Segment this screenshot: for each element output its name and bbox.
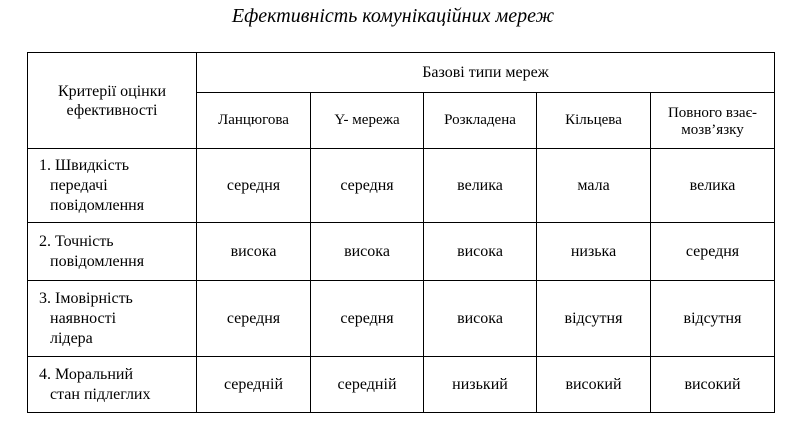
document-title: Ефективність комунікаційних мереж (231, 5, 555, 27)
table-row (28, 223, 775, 281)
table-cell: середня (311, 281, 424, 357)
column-header-line: мозв’язку (681, 121, 744, 138)
criteria-header-cell (28, 53, 197, 149)
criterion-cell (28, 281, 197, 357)
criterion-line: 3. Імовірність (39, 289, 133, 307)
column-header-y-network: Y- мережа (311, 93, 424, 149)
table-cell: висока (424, 281, 537, 357)
table-cell: велика (651, 149, 775, 223)
criterion-line: стан підлеглих (50, 385, 151, 403)
table-cell: висока (424, 223, 537, 281)
criterion-line: наявності (50, 309, 117, 327)
criteria-header-line: ефективності (66, 101, 158, 119)
table-cell: відсутня (651, 281, 775, 357)
column-header-chain: Ланцюгова (197, 93, 311, 149)
table-cell: відсутня (537, 281, 651, 357)
column-header-ring: Кільцева (537, 93, 651, 149)
column-header-full-interconnection (651, 93, 775, 149)
table-cell: середній (311, 357, 424, 413)
criterion-cell (28, 223, 197, 281)
table-cell: середня (311, 149, 424, 223)
header-row-group (28, 53, 775, 93)
table-row (28, 149, 775, 223)
criterion-cell (28, 149, 197, 223)
table-cell: середня (197, 281, 311, 357)
column-header-distributed: Розкладена (424, 93, 537, 149)
criterion-line: лідера (50, 329, 93, 347)
networks-table (27, 52, 775, 413)
criterion-line: повідомлення (50, 196, 145, 214)
table-row (28, 281, 775, 357)
table-cell: високий (651, 357, 775, 413)
table-cell: середня (197, 149, 311, 223)
table-cell: середня (651, 223, 775, 281)
criterion-line: 2. Точність (39, 232, 114, 250)
table-cell: висока (197, 223, 311, 281)
criterion-cell (28, 357, 197, 413)
criterion-line: 1. Швидкість (39, 156, 130, 174)
column-header-line: Повного взає- (667, 104, 758, 121)
table-cell: висока (311, 223, 424, 281)
table-row (28, 357, 775, 413)
table-cell: середній (197, 357, 311, 413)
criterion-line: повідомлення (50, 252, 145, 270)
network-types-header: Базові типи мереж (197, 53, 775, 93)
criterion-line: передачі (50, 176, 108, 194)
criterion-line: 4. Моральний (39, 365, 134, 383)
table-cell: низька (537, 223, 651, 281)
table-cell: велика (424, 149, 537, 223)
table-cell: мала (537, 149, 651, 223)
table-cell: низький (424, 357, 537, 413)
criteria-header-line: Критерії оцінки (57, 82, 167, 100)
table-cell: високий (537, 357, 651, 413)
